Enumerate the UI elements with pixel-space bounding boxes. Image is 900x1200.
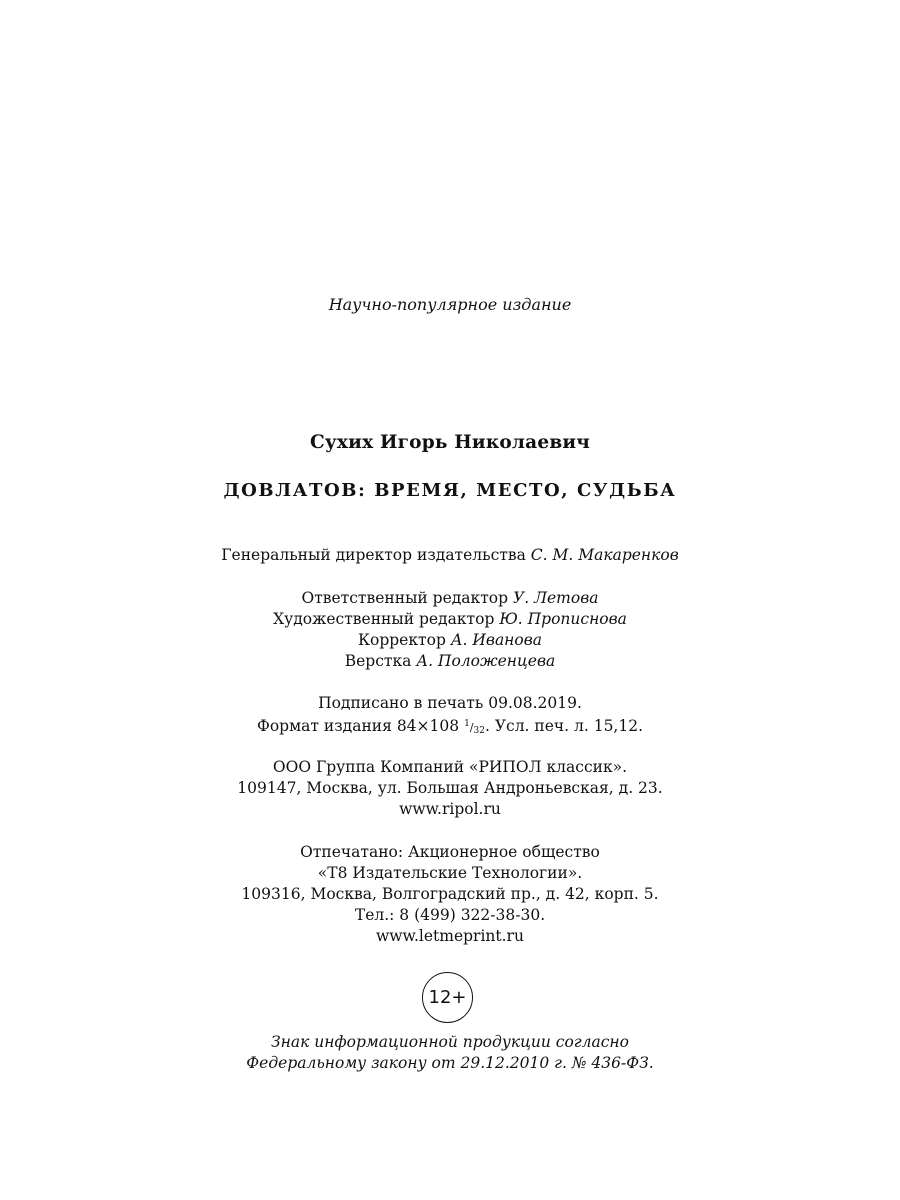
layout-line (0, 651, 900, 672)
age-rating-badge: 12+ (422, 972, 473, 1023)
art-editor-role: Художественный редактор (273, 610, 495, 628)
format-suffix: . Усл. печ. л. 15,12. (484, 717, 644, 735)
printer-label: Отпечатано: Акционерное общество (300, 843, 600, 861)
author-name: Сухих Игорь Николаевич (309, 432, 591, 453)
corrector-name: А. Иванова (450, 631, 542, 649)
publisher-website: www.ripol.ru (399, 800, 501, 818)
format-line (0, 714, 900, 742)
age-notice-line-1: Знак информационной продукции согласно (271, 1033, 629, 1051)
director-role: Генеральный директор издательства (221, 546, 526, 564)
printer-address: 109316, Москва, Волгоградский пр., д. 42, корп. 5. (241, 885, 659, 903)
director-name: С. М. Макаренков (530, 546, 679, 564)
corrector-line (0, 630, 900, 651)
layout-name: А. Положенцева (416, 652, 556, 670)
art-editor-line (0, 609, 900, 630)
director-line (0, 545, 900, 566)
editor-role: Ответственный редактор (301, 589, 509, 607)
publisher-address: 109147, Москва, ул. Большая Андроньевская, д. 23. (237, 779, 663, 797)
printer-phone: Тел.: 8 (499) 322-38-30. (354, 906, 546, 924)
signed-for-print: Подписано в печать 09.08.2019. (318, 694, 582, 712)
printer-name: «Т8 Издательские Технологии». (317, 864, 583, 882)
printer-website: www.letmeprint.ru (376, 927, 524, 945)
format-slash: / (469, 721, 474, 734)
publisher-name: ООО Группа Компаний «РИПОЛ классик». (272, 758, 628, 776)
editor-name: У. Летова (513, 589, 599, 607)
corrector-role: Корректор (358, 631, 446, 649)
format-denominator: 32 (473, 726, 485, 736)
book-title: ДОВЛАТОВ: ВРЕМЯ, МЕСТО, СУДЬБА (223, 480, 677, 501)
age-notice-line-2: Федеральному закону от 29.12.2010 г. № 436-ФЗ. (246, 1054, 654, 1072)
art-editor-name: Ю. Прописнова (499, 610, 627, 628)
editor-line (0, 588, 900, 609)
format-prefix: Формат издания 84×108 (256, 717, 460, 735)
edition-type: Научно-популярное издание (328, 295, 572, 314)
format-numerator: 1 (464, 719, 470, 729)
layout-role: Верстка (344, 652, 412, 670)
